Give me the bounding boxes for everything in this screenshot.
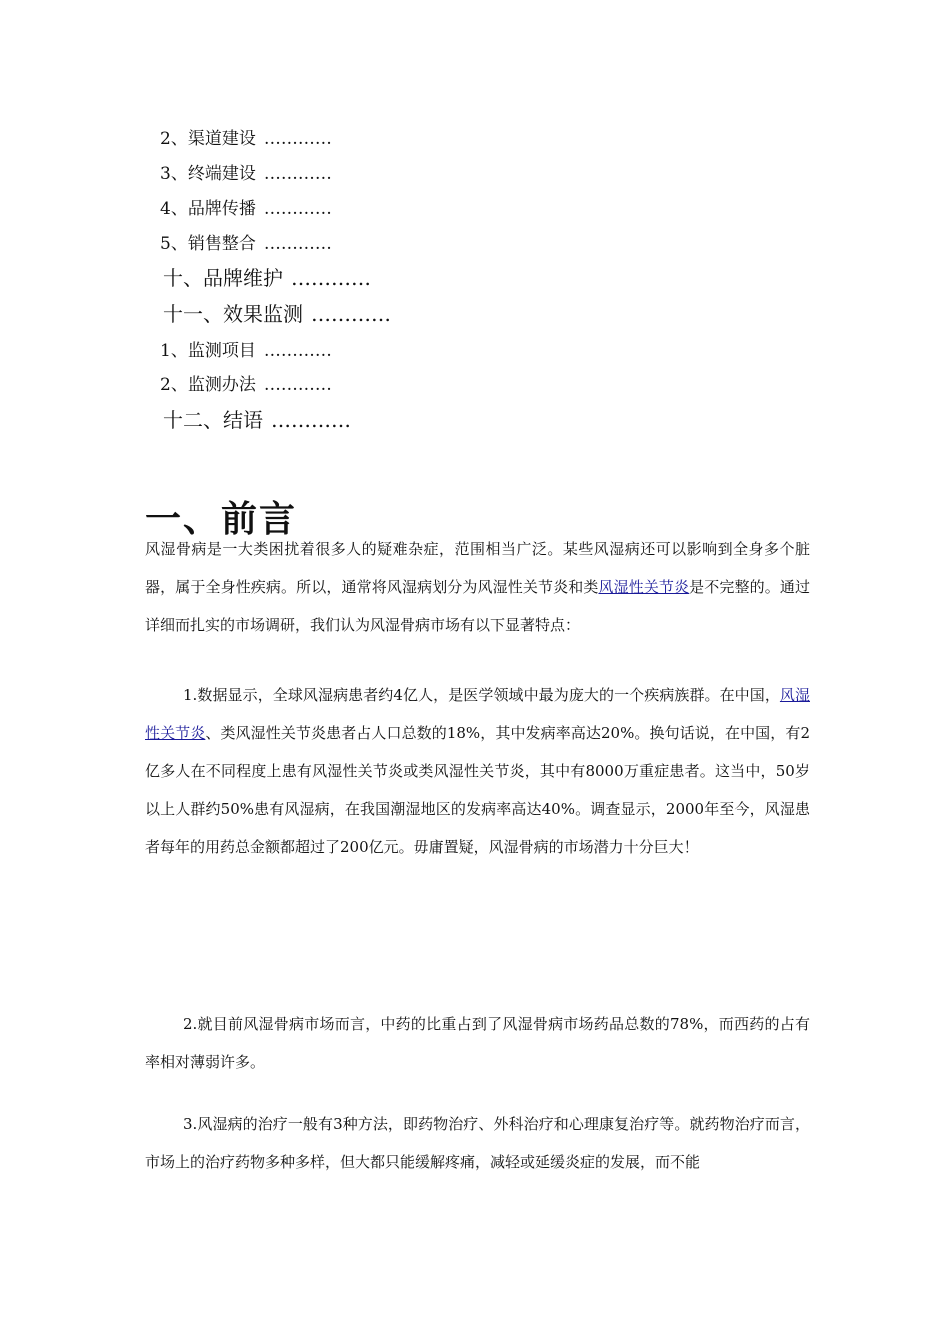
toc-entry-label: 2、渠道建设 (160, 129, 256, 149)
intro-text-a: 风湿骨病是一大类困扰着很多人的疑难杂症，范围相当广泛。某些风湿病还可以影响到全身多个脏器，属于全身性疾病。所以，通常将风湿病划分为风湿性关节炎和类 (145, 540, 810, 596)
toc-leader: ………… (291, 266, 371, 290)
toc-leader: ………… (271, 408, 351, 432)
toc-entry[interactable] (163, 298, 391, 327)
toc-leader: ………… (263, 341, 332, 361)
toc-leader: ………… (263, 164, 332, 184)
toc-entry[interactable] (160, 194, 332, 219)
toc-entry-label: 十一、效果监测 (163, 302, 303, 326)
toc-entry[interactable] (163, 262, 371, 291)
toc-entry-label: 十二、结语 (163, 408, 263, 432)
rheumatoid-arthritis-link[interactable]: 风湿性关节炎 (145, 686, 810, 742)
toc-entry-label: 十、品牌维护 (163, 266, 283, 290)
toc-leader: ………… (263, 234, 332, 254)
rheumatoid-arthritis-link[interactable]: 风湿性关节炎 (598, 578, 690, 596)
toc-leader: ………… (311, 302, 391, 326)
toc-entry[interactable] (160, 159, 332, 184)
section-heading: 一、前言 (145, 499, 298, 540)
toc-leader: ………… (263, 375, 332, 395)
toc-leader: ………… (263, 199, 332, 219)
toc-entry[interactable] (160, 124, 332, 149)
point-1-paragraph (145, 676, 810, 866)
point-1-text-b: 、类风湿性关节炎患者占人口总数的18%，其中发病率高达20%。换句话说，在中国，有2亿多人在不同程度上患有风湿性关节炎或类风湿性关节炎，其中有8000万重症患者。这当中，50岁以上人群约50%患有风湿病，在我国潮湿地区的发病率高达40%。调查显示，2000年至今，风湿患者每年的用药总金额都超过了200亿元。毋庸置疑，风湿骨病的市场潜力十分巨大！ (145, 724, 810, 856)
toc-entry-label: 1、监测项目 (160, 341, 256, 361)
intro-paragraph (145, 530, 810, 644)
toc-entry-label: 2、监测办法 (160, 375, 256, 395)
toc-leader: ………… (263, 129, 332, 149)
intro-text-b: 是不完整的。通过详细而扎实的市场调研，我们认为风湿骨病市场有以下显著特点： (145, 578, 810, 634)
toc-entry[interactable] (163, 404, 351, 433)
point-1-text-a: 1.数据显示，全球风湿病患者约4亿人，是医学领域中最为庞大的一个疾病族群。在中国， (183, 686, 780, 704)
toc-entry-label: 5、销售整合 (160, 234, 256, 254)
toc-entry-label: 3、终端建设 (160, 164, 256, 184)
toc-entry[interactable] (160, 229, 332, 254)
point-2-paragraph: 2.就目前风湿骨病市场而言，中药的比重占到了风湿骨病市场药品总数的78%，而西药的占有率相对薄弱许多。 (145, 1015, 810, 1071)
toc-entry-label: 4、品牌传播 (160, 199, 256, 219)
point-3-paragraph: 3.风湿病的治疗一般有3种方法，即药物治疗、外科治疗和心理康复治疗等。就药物治疗而言，市场上的治疗药物多种多样，但大都只能缓解疼痛，减轻或延缓炎症的发展，而不能 (145, 1115, 810, 1171)
toc-entry[interactable] (160, 336, 332, 361)
toc-entry[interactable] (160, 370, 332, 395)
